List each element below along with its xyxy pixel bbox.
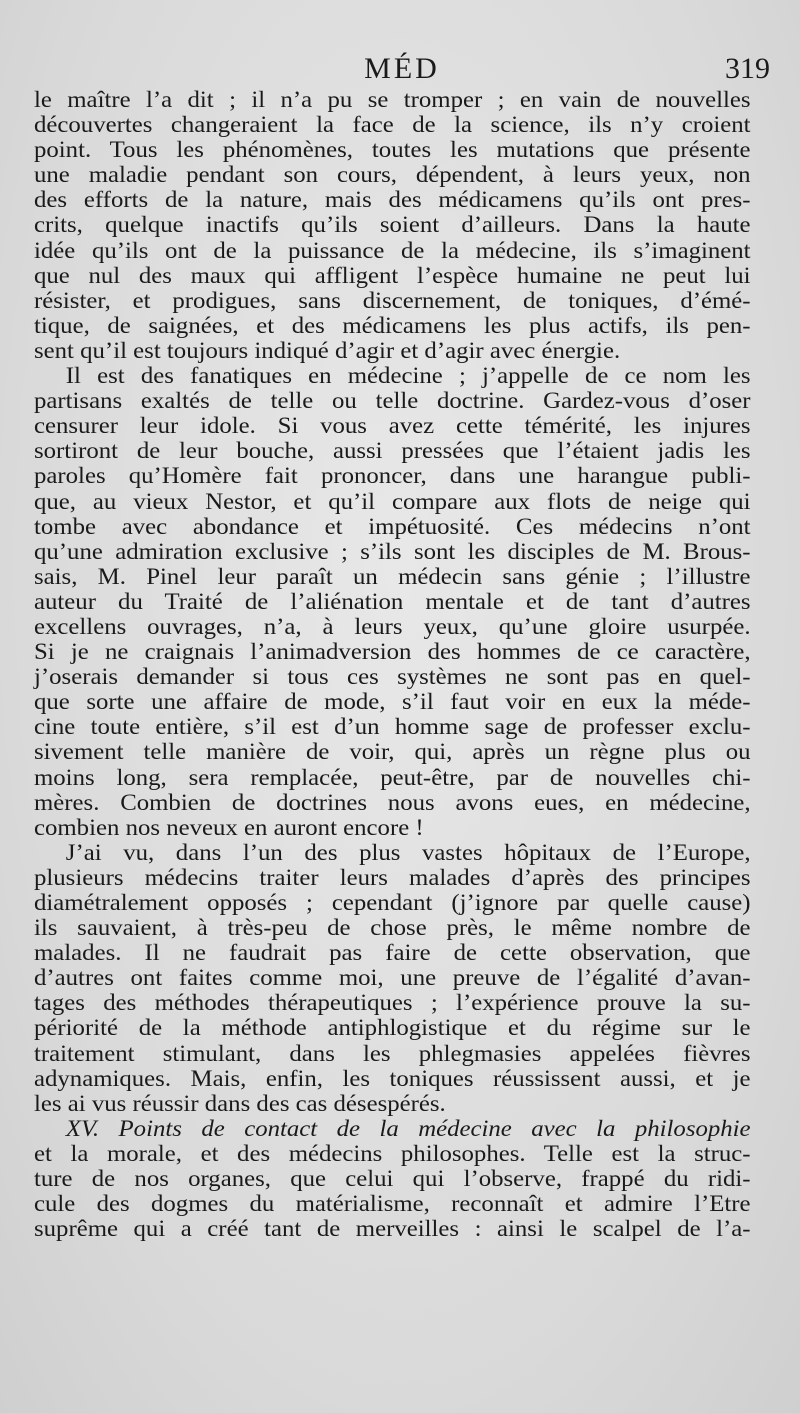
- page-number: 319: [725, 52, 770, 85]
- text-line: crits, quelque inactifs qu’ils soient d’ailleurs. Dans la haute: [34, 212, 751, 239]
- text-line: résister, et prodigues, sans discernement, de toniques, d’émé-: [34, 287, 751, 314]
- text-line: des efforts de la nature, mais des médicamens qu’ils ont pres-: [34, 187, 751, 214]
- text-line: suprême qui a créé tant de merveilles : ainsi le scalpel de l’a-: [34, 1216, 751, 1243]
- text-line: qu’une admiration exclusive ; s’ils sont les disciples de M. Brous-: [34, 538, 751, 565]
- text-line: une maladie pendant son cours, dépendent, à leurs yeux, non: [34, 162, 751, 189]
- text-line: sivement telle manière de voir, qui, après un règne plus ou: [34, 739, 751, 766]
- text-line: les ai vus réussir dans des cas désespérés.: [34, 1090, 446, 1117]
- text-line: d’autres ont faites comme moi, une preuve de l’égalité d’avan-: [34, 965, 751, 992]
- text-line: auteur du Traité de l’aliénation mentale et de tant d’autres: [34, 588, 751, 615]
- text-line: plusieurs médecins traiter leurs malades d’après des principes: [34, 864, 751, 891]
- text-line: malades. Il ne faudrait pas faire de cette observation, que: [34, 940, 751, 967]
- text-line: combien nos neveux en auront encore !: [34, 814, 424, 841]
- text-line: moins long, sera remplacée, peut-être, par de nouvelles chi-: [34, 764, 751, 791]
- text-line: que sorte une affaire de mode, s’il faut voir en eux la méde-: [34, 689, 751, 716]
- text-line: cine toute entière, s’il est d’un homme sage de professer exclu-: [34, 714, 751, 741]
- paragraph-start-line: Il est des fanatiques en médecine ; j’appelle de ce nom les: [65, 363, 751, 390]
- running-head-title: MÉD: [364, 52, 440, 85]
- text-line: partisans exaltés de telle ou telle doctrine. Gardez-vous d’oser: [34, 388, 751, 415]
- text-line: idée qu’ils ont de la puissance de la médecine, ils s’imaginent: [34, 237, 751, 264]
- running-head: [34, 52, 770, 92]
- text-line: mères. Combien de doctrines nous avons eues, en médecine,: [34, 789, 751, 816]
- text-line: ils sauvaient, à très-peu de chose près, le même nombre de: [34, 915, 751, 942]
- text-line: tages des méthodes thérapeutiques ; l’expérience prouve la su-: [34, 990, 751, 1017]
- text-line: que nul des maux qui affligent l’espèce humaine ne peut lui: [34, 262, 751, 289]
- text-line: Si je ne craignais l’animadversion des hommes de ce caractère,: [34, 639, 751, 666]
- text-line: censurer leur idole. Si vous avez cette témérité, les injures: [34, 413, 751, 440]
- text-line: périorité de la méthode antiphlogistique et du régime sur le: [34, 1015, 751, 1042]
- body-text: [34, 88, 751, 1242]
- text-line: paroles qu’Homère fait prononcer, dans une harangue publi-: [34, 463, 751, 490]
- text-line: tombe avec abondance et impétuosité. Ces médecins n’ont: [34, 513, 751, 540]
- text-line: ture de nos organes, que celui qui l’observe, frappé du ridi-: [34, 1166, 751, 1193]
- text-line: sortiront de leur bouche, aussi pressées que l’étaient jadis les: [34, 438, 751, 465]
- text-line: cule des dogmes du matérialisme, reconnaît et admire l’Etre: [34, 1191, 751, 1218]
- text-line: traitement stimulant, dans les phlegmasies appelées fièvres: [34, 1040, 751, 1067]
- text-line: adynamiques. Mais, enfin, les toniques réussissent aussi, et je: [34, 1065, 751, 1092]
- text-line: excellens ouvrages, n’a, à leurs yeux, qu’une gloire usurpée.: [34, 613, 751, 640]
- section-heading-line: XV. Points de contact de la médecine avec la philosophie: [65, 1115, 751, 1142]
- text-line: diamétralement opposés ; cependant (j’ignore par quelle cause): [34, 890, 751, 916]
- text-line: point. Tous les phénomènes, toutes les mutations que présente: [34, 137, 751, 164]
- text-line: découvertes changeraient la face de la science, ils n’y croient: [34, 112, 751, 139]
- text-line: sent qu’il est toujours indiqué d’agir et d’agir avec énergie.: [34, 337, 621, 364]
- text-line: tique, de saignées, et des médicamens les plus actifs, ils pen-: [34, 312, 751, 339]
- text-line: que, au vieux Nestor, et qu’il compare aux flots de neige qui: [34, 488, 751, 515]
- text-line: le maître l’a dit ; il n’a pu se tromper ; en vain de nouvelles: [34, 87, 751, 113]
- paragraph-start-line: J’ai vu, dans l’un des plus vastes hôpitaux de l’Europe,: [65, 839, 751, 866]
- text-line: sais, M. Pinel leur paraît un médecin sans génie ; l’illustre: [34, 563, 751, 590]
- text-line: j’oserais demander si tous ces systèmes ne sont pas en quel-: [34, 664, 751, 691]
- text-line: et la morale, et des médecins philosophes. Telle est la struc-: [34, 1140, 751, 1167]
